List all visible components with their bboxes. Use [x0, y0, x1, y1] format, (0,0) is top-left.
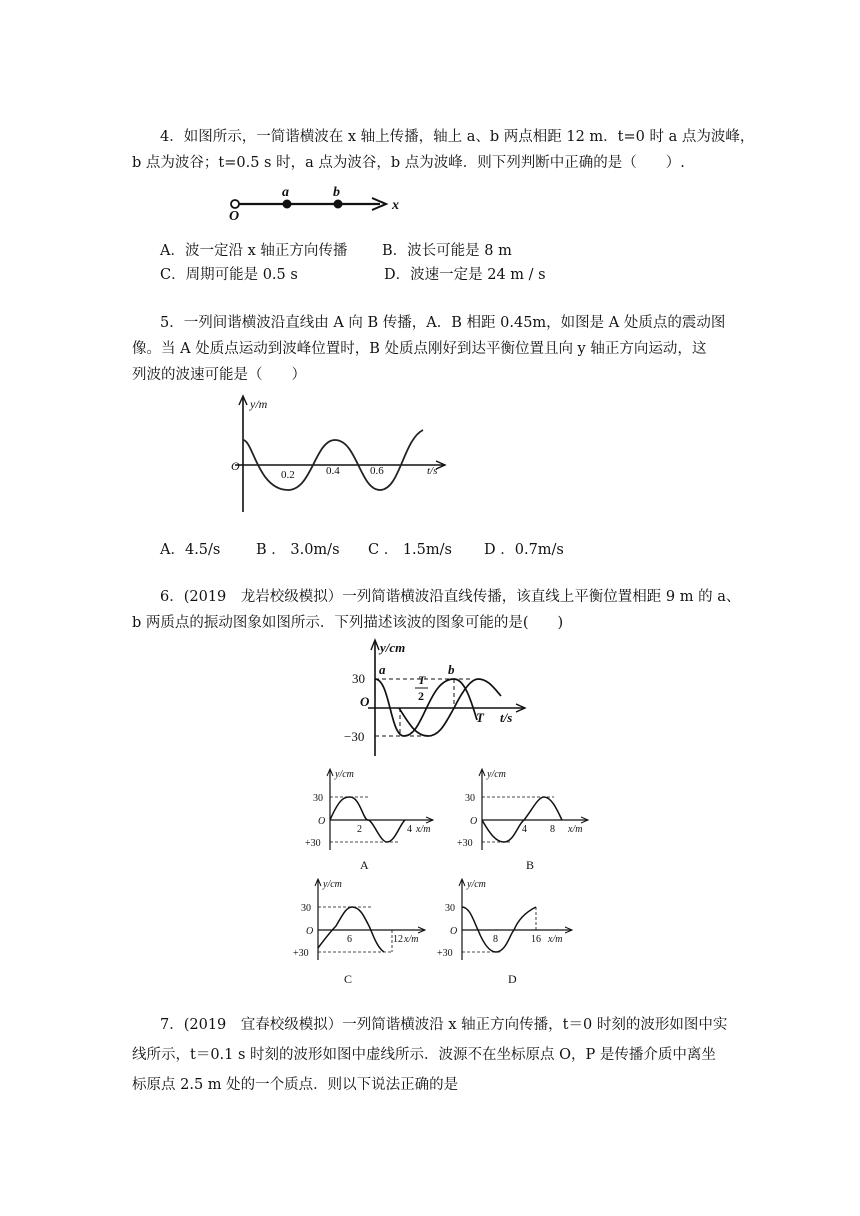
- q4-text-line2: b 点为波谷；t=0.5 s 时，a 点为波谷，b 点为波峰．则下列判断中正确的是（ ）.: [132, 155, 685, 171]
- q6-choice-a-y-pos: 30: [313, 793, 323, 804]
- q5-text-line2: 像。当 A 处质点运动到波峰位置时，B 处质点刚好到达平衡位置且向 y 轴正方向运动，这: [132, 341, 707, 357]
- q6-choice-d-graph: [430, 876, 590, 988]
- q6-fig-half-t-num: T: [418, 673, 426, 687]
- q6-fig-xlabel: t/s: [500, 710, 513, 725]
- q5-fig-tick-3: 0.6: [370, 465, 384, 477]
- q6-choice-a-xlabel: x/m: [416, 824, 431, 835]
- q6-fig-label-a: a: [379, 662, 386, 677]
- q6-choice-c-y-neg: +30: [293, 948, 309, 959]
- q6-choice-a-tick-2: 4: [407, 824, 412, 835]
- q7-text-line3: 标原点 2.5 m 处的一个质点．则以下说法正确的是: [132, 1077, 459, 1093]
- q6-choice-c-ylabel: y/cm: [323, 879, 342, 890]
- q7-text-line1: 7．(2019 宜春校级模拟）一列简谐横波沿 x 轴正方向传播，t＝0 时刻的波形如图中实: [160, 1017, 728, 1033]
- q6-choice-a-caption: A: [360, 858, 369, 872]
- q6-choice-b-tick-1: 4: [522, 824, 527, 835]
- q6-text-line2: b 两质点的振动图象如图所示．下列描述该波的图象可能的是( ): [132, 615, 564, 631]
- q5-fig-xlabel: t/s: [427, 465, 438, 477]
- q6-choice-a-origin: O: [318, 816, 326, 827]
- q6-choice-b-tick-2: 8: [550, 824, 555, 835]
- q4-fig-origin: O: [229, 209, 240, 224]
- q6-main-figure: [340, 636, 530, 758]
- q5-fig-origin: O: [231, 459, 240, 473]
- q6-choice-b-caption: B: [526, 858, 535, 872]
- q6-choice-b-graph: [450, 766, 610, 876]
- q4-figure: [220, 182, 420, 222]
- q6-choice-d-tick-2: 16: [531, 934, 541, 945]
- q6-fig-t: T: [476, 710, 484, 725]
- q6-fig-origin: O: [360, 694, 370, 709]
- q4-text-line1: 4．如图所示，一简谐横波在 x 轴上传播，轴上 a、b 两点相距 12 m．t=0 时 a 点为波峰，: [160, 129, 755, 145]
- q4-fig-point-b: b: [333, 185, 340, 200]
- q6-choice-c-tick-2: 12: [393, 934, 403, 945]
- q6-choice-d-ylabel: y/cm: [467, 879, 486, 890]
- q5-fig-tick-2: 0.4: [326, 465, 340, 477]
- q5-option-b: B ． 3.0m/s: [256, 542, 340, 558]
- q6-choice-b-y-pos: 30: [465, 793, 475, 804]
- q6-choice-c-tick-1: 6: [347, 934, 352, 945]
- q4-fig-point-a: a: [282, 185, 289, 200]
- q6-fig-label-b: b: [448, 662, 455, 677]
- q6-choice-c-xlabel: x/m: [404, 934, 419, 945]
- q6-choice-a-tick-1: 2: [357, 824, 362, 835]
- q6-choice-b-ylabel: y/cm: [487, 769, 506, 780]
- q5-text-line1: 5．一列间谐横波沿直线由 A 向 B 传播，A．B 相距 0.45m，如图是 A 处质点的震动图: [160, 315, 726, 331]
- q6-text-line1: 6．(2019 龙岩校级模拟）一列简谐横波沿直线传播，该直线上平衡位置相距 9 m 的 a、: [160, 589, 741, 605]
- q5-option-d: D ．0.7m/s: [484, 542, 564, 558]
- q5-option-c: C ． 1.5m/s: [368, 542, 452, 558]
- q4-option-b: B．波长可能是 8 m: [382, 243, 512, 259]
- q4-fig-axis-x: x: [392, 198, 399, 213]
- q6-choice-d-origin: O: [450, 926, 458, 937]
- q5-fig-ylabel: y/m: [250, 397, 268, 411]
- q6-choice-d-caption: D: [508, 972, 517, 986]
- q6-fig-y-pos: 30: [352, 671, 365, 686]
- q5-figure: [225, 394, 455, 518]
- q6-choice-c-y-pos: 30: [301, 903, 311, 914]
- q7-text-line2: 线所示，t＝0.1 s 时刻的波形如图中虚线所示．波源不在坐标原点 O，P 是传播介质中离坐: [132, 1047, 716, 1063]
- q6-choice-b-origin: O: [470, 816, 478, 827]
- q6-choice-d-xlabel: x/m: [548, 934, 563, 945]
- q6-choice-d-y-pos: 30: [445, 903, 455, 914]
- q4-option-a: A．波一定沿 x 轴正方向传播: [160, 243, 348, 259]
- q6-choice-a-y-neg: +30: [305, 838, 321, 849]
- q6-fig-y-neg: −30: [344, 729, 365, 744]
- q6-choice-a-graph: [285, 766, 445, 876]
- q6-fig-ylabel: y/cm: [380, 640, 406, 655]
- q6-choice-c-graph: [280, 876, 440, 988]
- q6-choice-c-caption: C: [344, 972, 353, 986]
- q6-choice-d-tick-1: 8: [493, 934, 498, 945]
- q5-option-a: A．4.5/s: [160, 542, 221, 558]
- q4-option-c: C．周期可能是 0.5 s: [160, 267, 298, 283]
- q5-fig-tick-1: 0.2: [281, 469, 295, 481]
- q6-choice-d-y-neg: +30: [437, 948, 453, 959]
- q6-choice-a-ylabel: y/cm: [335, 769, 354, 780]
- q6-choice-c-origin: O: [306, 926, 314, 937]
- q6-choice-b-y-neg: +30: [457, 838, 473, 849]
- q6-fig-half-t-den: 2: [418, 689, 424, 703]
- q6-choice-b-xlabel: x/m: [568, 824, 583, 835]
- q5-text-line3: 列波的波速可能是（ ）: [132, 367, 306, 383]
- q4-option-d: D．波速一定是 24 m / s: [384, 267, 546, 283]
